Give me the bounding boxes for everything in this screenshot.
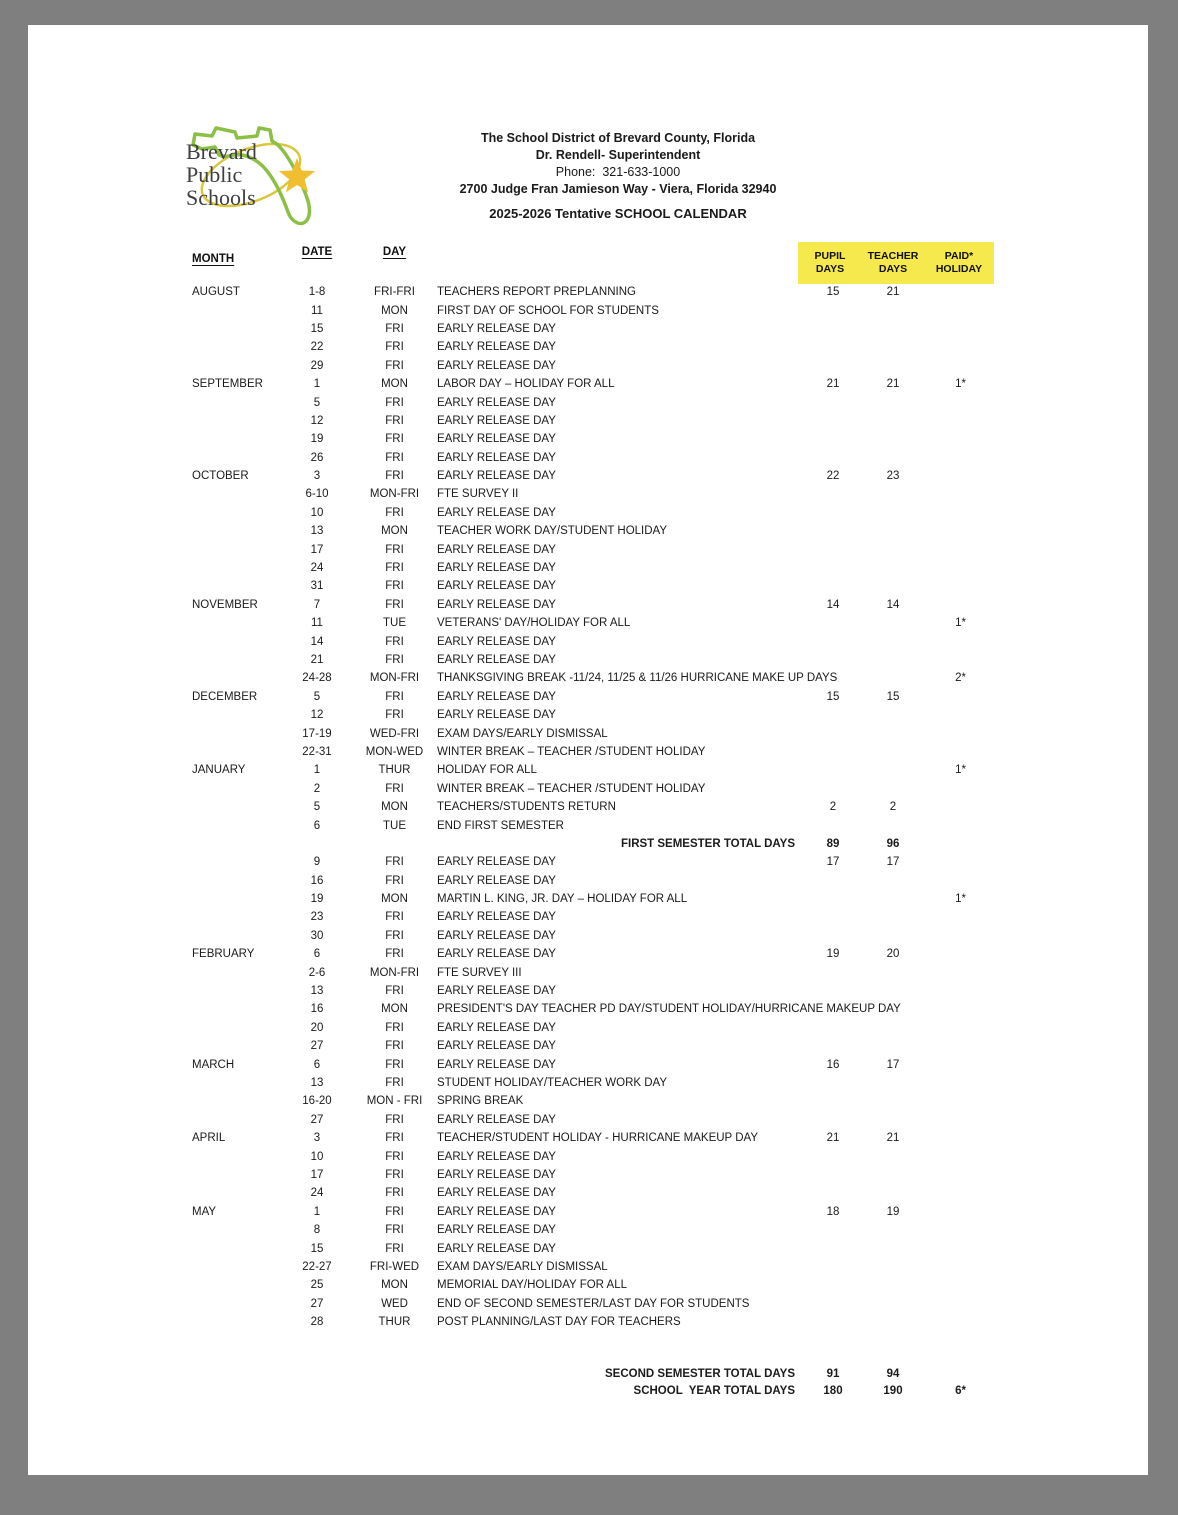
event-cell: EARLY RELEASE DAY [437,690,556,703]
date-cell: 27 [310,1040,324,1053]
day-cell: FRI [385,562,404,575]
paid-holiday-cell: 2* [955,672,966,685]
day-cell: THUR [378,1316,411,1329]
date-cell: 13 [310,985,324,998]
date-cell: 8 [313,1224,321,1237]
calendar-row [192,761,1148,779]
date-cell: 12 [310,709,324,722]
event-cell: SPRING BREAK [437,1095,524,1108]
superintendent-line: Dr. Rendell- Superintendent [535,148,701,162]
paid-holiday-cell: 1* [955,893,966,906]
event-cell: MARTIN L. KING, JR. DAY – HOLIDAY FOR ALL [437,893,688,906]
date-cell: 17-19 [302,727,332,740]
date-cell: 10 [310,1150,324,1163]
day-cell: FRI [385,598,404,611]
date-cell: 24 [310,562,324,575]
month-cell: AUGUST [192,286,240,299]
pupil-days-cell: 91 [826,1367,840,1380]
paid-holiday-column-header: PAID* HOLIDAY [935,250,983,275]
date-cell: 20 [310,1021,324,1034]
day-cell: FRI [385,948,404,961]
teacher-days-cell: 17 [886,1058,900,1071]
semester-total-row [192,835,1148,853]
calendar-row [192,982,1148,1000]
table-column-headers [192,244,798,284]
calendar-row [192,724,1148,742]
day-cell: FRI [385,543,404,556]
event-cell: EXAM DAYS/EARLY DISMISSAL [437,1260,608,1273]
calendar-row [192,1129,1148,1147]
date-cell: 2-6 [308,966,326,979]
event-cell: EARLY RELEASE DAY [437,433,556,446]
day-cell: WED-FRI [369,727,420,740]
event-cell: HOLIDAY FOR ALL [437,764,537,777]
calendar-row [192,596,1148,614]
teacher-days-cell: 96 [886,837,900,850]
event-cell: WINTER BREAK – TEACHER /STUDENT HOLIDAY [437,782,706,795]
pupil-days-cell: 14 [826,598,840,611]
semester-total-label: FIRST SEMESTER TOTAL DAYS [620,837,795,850]
event-cell: EARLY RELEASE DAY [437,1187,556,1200]
teacher-days-column-header: TEACHER DAYS [867,250,919,275]
calendar-row [192,780,1148,798]
day-cell: TUE [383,819,406,832]
calendar-row [192,798,1148,816]
teacher-days-cell: 20 [886,948,900,961]
date-cell: 12 [310,414,324,427]
calendar-row [192,504,1148,522]
day-cell: FRI [385,396,404,409]
calendar-row [192,1166,1148,1184]
event-cell: EARLY RELEASE DAY [437,1205,556,1218]
calendar-row [192,412,1148,430]
day-cell: FRI [385,322,404,335]
day-cell: FRI [385,1187,404,1200]
day-cell: MON [381,1003,408,1016]
event-cell: EARLY RELEASE DAY [437,929,556,942]
event-cell: EARLY RELEASE DAY [437,506,556,519]
teacher-days-cell: 21 [886,378,900,391]
day-cell: MON [381,801,408,814]
date-cell: 11 [311,617,323,630]
event-cell: EARLY RELEASE DAY [437,874,556,887]
event-cell: EARLY RELEASE DAY [437,856,556,869]
calendar-row [192,669,1148,687]
day-cell: FRI [385,1058,404,1071]
date-cell: 16 [310,1003,324,1016]
calendar-row [192,467,1148,485]
calendar-row [192,522,1148,540]
date-cell: 13 [310,1076,324,1089]
month-cell: OCTOBER [192,470,249,483]
calendar-row [192,338,1148,356]
event-cell: VETERANS' DAY/HOLIDAY FOR ALL [437,617,631,630]
event-cell: EARLY RELEASE DAY [437,1150,556,1163]
day-cell: FRI [385,1113,404,1126]
teacher-days-cell: 15 [886,690,900,703]
calendar-row [192,1000,1148,1018]
calendar-row [192,1037,1148,1055]
calendar-row [192,743,1148,761]
date-cell: 19 [310,433,324,446]
event-cell: EARLY RELEASE DAY [437,451,556,464]
date-cell: 29 [310,359,324,372]
day-cell: TUE [383,617,406,630]
date-cell: 5 [313,396,321,409]
event-cell: END FIRST SEMESTER [437,819,564,832]
event-cell: EARLY RELEASE DAY [437,543,556,556]
event-cell: EARLY RELEASE DAY [437,341,556,354]
date-cell: 24 [310,1187,324,1200]
district-header [228,130,1008,221]
event-cell: EARLY RELEASE DAY [437,359,556,372]
calendar-row [192,1092,1148,1110]
event-cell: LABOR DAY – HOLIDAY FOR ALL [437,378,615,391]
day-cell: FRI [385,1205,404,1218]
date-cell: 30 [310,929,324,942]
date-cell: 1 [313,378,321,391]
event-cell: EARLY RELEASE DAY [437,580,556,593]
pupil-days-cell: 19 [826,948,840,961]
date-cell: 6 [313,1058,321,1071]
teacher-days-cell: 14 [886,598,900,611]
event-cell: END OF SECOND SEMESTER/LAST DAY FOR STUDENTS [437,1297,750,1310]
event-cell: EARLY RELEASE DAY [437,948,556,961]
event-cell: FTE SURVEY II [437,488,519,501]
teacher-days-cell: 19 [886,1205,900,1218]
pupil-days-cell: 18 [826,1205,840,1218]
day-cell: FRI [385,433,404,446]
event-cell: TEACHERS REPORT PREPLANNING [437,286,636,299]
calendar-row [192,908,1148,926]
teacher-days-cell: 23 [886,470,900,483]
event-cell: THANKSGIVING BREAK -11/24, 11/25 & 11/26 HURRICANE MAKE UP DAYS [437,672,838,685]
logo-text-line1: Brevard [186,139,257,164]
pupil-days-cell: 21 [826,1132,840,1145]
page-title: 2025-2026 Tentative SCHOOL CALENDAR [489,206,747,221]
day-cell: FRI [385,1040,404,1053]
day-cell: FRI [385,470,404,483]
date-cell: 1 [313,1205,321,1218]
event-cell: EARLY RELEASE DAY [437,322,556,335]
event-cell: EARLY RELEASE DAY [437,654,556,666]
calendar-row [192,706,1148,724]
event-cell: EARLY RELEASE DAY [437,562,556,575]
calendar-row [192,559,1148,577]
date-cell: 14 [310,635,324,648]
event-cell: EARLY RELEASE DAY [437,1168,556,1181]
calendar-row [192,449,1148,467]
event-cell: TEACHERS/STUDENTS RETURN [437,801,616,814]
date-cell: 10 [310,506,324,519]
event-cell: STUDENT HOLIDAY/TEACHER WORK DAY [437,1076,668,1089]
logo-text-line3: Schools [186,185,256,210]
event-cell: EARLY RELEASE DAY [437,709,556,722]
calendar-row [192,1147,1148,1165]
calendar-row [192,853,1148,871]
date-cell: 17 [310,1168,324,1181]
month-cell: JANUARY [192,764,246,777]
day-cell: WED [381,1297,408,1310]
event-cell: EARLY RELEASE DAY [437,598,556,611]
calendar-row [192,1294,1148,1312]
paid-holiday-cell: 1* [955,617,966,630]
date-cell: 17 [310,543,324,556]
paid-holiday-cell: 1* [955,764,966,777]
date-cell: 24-28 [302,672,332,685]
month-cell: SEPTEMBER [192,378,263,391]
calendar-row [192,1111,1148,1129]
date-cell: 6 [313,819,321,832]
date-cell: 15 [310,322,324,335]
event-cell: EARLY RELEASE DAY [437,396,556,409]
date-cell: 21 [310,654,324,666]
event-cell: EARLY RELEASE DAY [437,414,556,427]
day-cell: FRI [385,580,404,593]
date-cell: 23 [310,911,324,924]
calendar-row [192,375,1148,393]
month-cell: DECEMBER [192,690,258,703]
event-cell: MEMORIAL DAY/HOLIDAY FOR ALL [437,1279,628,1292]
month-cell: NOVEMBER [192,598,258,611]
address-line: 2700 Judge Fran Jamieson Way - Viera, Florida 32940 [459,182,777,196]
day-cell: FRI [385,929,404,942]
date-cell: 7 [313,598,321,611]
day-cell: FRI [385,1242,404,1255]
calendar-row [192,1276,1148,1294]
month-cell: APRIL [192,1132,226,1145]
calendar-row [192,1019,1148,1037]
year-totals [192,1365,1148,1400]
day-cell: FRI [385,874,404,887]
event-cell: EARLY RELEASE DAY [437,635,556,648]
day-cell: MON [381,304,408,317]
event-cell: EARLY RELEASE DAY [437,1224,556,1237]
event-cell: TEACHER WORK DAY/STUDENT HOLIDAY [437,525,668,538]
day-cell: FRI [385,635,404,648]
day-cell: FRI [385,506,404,519]
calendar-row [192,540,1148,558]
calendar-row [192,301,1148,319]
event-cell: EXAM DAYS/EARLY DISMISSAL [437,727,608,740]
day-cell: FRI [385,1076,404,1089]
day-cell: MON [381,525,408,538]
date-cell: 1-8 [308,286,326,299]
teacher-days-cell: 94 [886,1367,900,1380]
logo-text-line2: Public [186,162,243,187]
month-cell: FEBRUARY [192,948,255,961]
date-cell: 5 [313,801,321,814]
date-cell: 6-10 [305,488,329,501]
paid-holiday-cell: 1* [955,378,966,391]
calendar-row [192,320,1148,338]
day-cell: FRI [385,451,404,464]
day-cell: FRI [385,341,404,354]
calendar-row [192,872,1148,890]
month-column-header: MONTH [192,253,235,265]
calendar-row [192,632,1148,650]
day-cell: FRI [385,414,404,427]
pupil-days-cell: 17 [826,856,840,869]
date-cell: 22 [310,341,324,354]
event-cell: EARLY RELEASE DAY [437,1040,556,1053]
date-cell: 26 [310,451,324,464]
day-cell: MON-FRI [369,672,420,685]
event-cell: EARLY RELEASE DAY [437,1242,556,1255]
calendar-row [192,357,1148,375]
calendar-row [192,688,1148,706]
day-cell: MON-FRI [369,966,420,979]
pupil-days-cell: 21 [826,378,840,391]
date-cell: 2 [313,782,321,795]
event-cell: EARLY RELEASE DAY [437,911,556,924]
pupil-days-cell: 16 [826,1058,840,1071]
day-cell: MON [381,1279,408,1292]
teacher-days-cell: 21 [886,1132,900,1145]
calendar-row [192,1313,1148,1331]
date-cell: 9 [313,856,321,869]
event-cell: POST PLANNING/LAST DAY FOR TEACHERS [437,1316,681,1329]
calendar-row [192,1203,1148,1221]
calendar-row [192,816,1148,834]
calendar-row [192,485,1148,503]
day-cell: MON - FRI [366,1095,423,1108]
pupil-days-cell: 89 [826,837,840,850]
year-total-row [192,1365,1148,1383]
day-cell: THUR [378,764,411,777]
calendar-row [192,1239,1148,1257]
calendar-row [192,1055,1148,1073]
pupil-days-cell: 15 [826,690,840,703]
date-cell: 31 [310,580,324,593]
calendar-page [28,25,1148,1475]
day-cell: FRI [385,654,404,666]
calendar-row [192,430,1148,448]
day-cell: FRI [385,1168,404,1181]
teacher-days-cell: 2 [889,801,897,814]
pupil-days-cell: 2 [829,801,837,814]
phone-line: Phone: 321-633-1000 [555,165,681,179]
year-total-row [192,1383,1148,1401]
event-cell: EARLY RELEASE DAY [437,1021,556,1034]
month-cell: MARCH [192,1058,235,1071]
date-cell: 22-27 [302,1260,332,1273]
day-cell: FRI-WED [369,1260,420,1273]
day-cell: FRI [385,782,404,795]
day-cell: MON [381,893,408,906]
date-column-header: DATE [301,246,333,258]
day-cell: FRI [385,1021,404,1034]
teacher-days-cell: 190 [883,1385,903,1398]
paid-holiday-cell: 6* [955,1385,966,1398]
date-cell: 1 [313,764,321,777]
date-cell: 19 [310,893,324,906]
day-cell: FRI [385,1150,404,1163]
date-cell: 27 [310,1297,324,1310]
date-cell: 6 [313,948,321,961]
pupil-days-cell: 180 [823,1385,843,1398]
date-cell: 16 [310,874,324,887]
calendar-rows [192,283,1148,1331]
event-cell: TEACHER/STUDENT HOLIDAY - HURRICANE MAKEUP DAY [437,1132,758,1145]
calendar-row [192,651,1148,669]
pupil-days-column-header: PUPIL DAYS [814,250,846,275]
calendar-row [192,945,1148,963]
calendar-row [192,1184,1148,1202]
teacher-days-cell: 21 [886,286,900,299]
event-cell: FTE SURVEY III [437,966,522,979]
date-cell: 11 [311,304,323,317]
day-cell: FRI [385,911,404,924]
event-cell: PRESIDENT'S DAY TEACHER PD DAY/STUDENT HOLIDAY/HURRICANE MAKEUP DAY [437,1003,901,1016]
calendar-row [192,614,1148,632]
pupil-days-cell: 15 [826,286,840,299]
day-cell: FRI-FRI [374,286,415,299]
date-cell: 28 [310,1316,324,1329]
day-cell: MON [381,378,408,391]
day-cell: FRI [385,359,404,372]
date-cell: 15 [310,1242,324,1255]
calendar-row [192,1074,1148,1092]
day-cell: FRI [385,690,404,703]
date-cell: 3 [313,1132,321,1145]
calendar-row [192,963,1148,981]
day-cell: FRI [385,1132,404,1145]
day-cell: MON-WED [365,745,424,758]
date-cell: 5 [313,690,321,703]
date-cell: 25 [310,1279,324,1292]
date-cell: 22-31 [302,745,332,758]
calendar-row [192,283,1148,301]
event-cell: EARLY RELEASE DAY [437,470,556,483]
teacher-days-cell: 17 [886,856,900,869]
calendar-row [192,890,1148,908]
month-cell: MAY [192,1205,217,1218]
day-cell: FRI [385,985,404,998]
date-cell: 27 [310,1113,324,1126]
day-column-header: DAY [382,246,407,258]
year-total-label: SECOND SEMESTER TOTAL DAYS [605,1367,795,1380]
day-cell: FRI [385,709,404,722]
date-cell: 16-20 [302,1095,332,1108]
calendar-row [192,1221,1148,1239]
district-name: The School District of Brevard County, Florida [480,131,756,145]
calendar-row [192,927,1148,945]
calendar-row [192,1258,1148,1276]
event-cell: EARLY RELEASE DAY [437,985,556,998]
date-cell: 13 [310,525,324,538]
date-cell: 3 [313,470,321,483]
event-cell: EARLY RELEASE DAY [437,1058,556,1071]
event-cell: FIRST DAY OF SCHOOL FOR STUDENTS [437,304,659,317]
year-total-label: SCHOOL YEAR TOTAL DAYS [633,1385,795,1398]
day-cell: FRI [385,856,404,869]
day-cell: MON-FRI [369,488,420,501]
calendar-row [192,393,1148,411]
days-columns-header [798,242,994,284]
day-cell: FRI [385,1224,404,1237]
calendar-row [192,577,1148,595]
pupil-days-cell: 22 [826,470,840,483]
event-cell: EARLY RELEASE DAY [437,1113,556,1126]
event-cell: WINTER BREAK – TEACHER /STUDENT HOLIDAY [437,745,706,758]
